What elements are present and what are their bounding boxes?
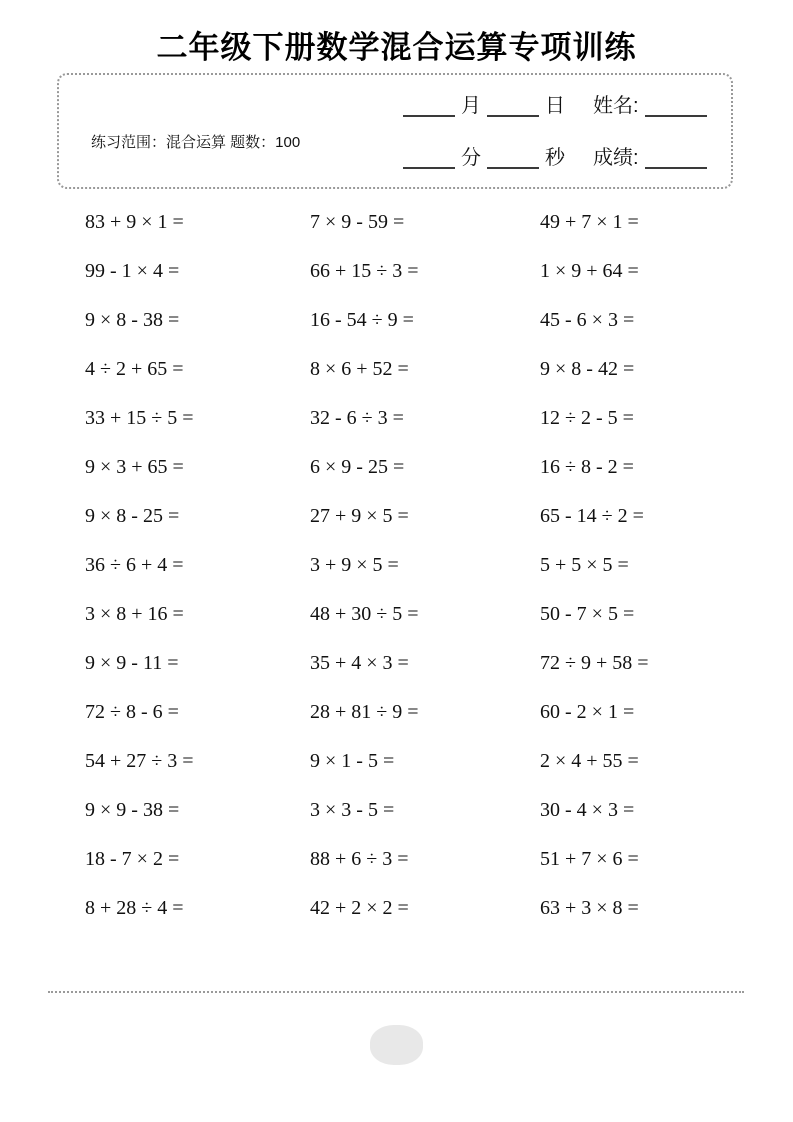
footer-blob [370,1025,423,1065]
time-line [403,143,707,171]
math-problem: 60 - 2 × 1 = [540,701,635,723]
math-problem: 9 × 9 - 11 = [85,652,179,674]
math-problem: 16 - 54 ÷ 9 = [310,309,414,331]
math-problem: 1 × 9 + 64 = [540,260,639,282]
math-problem: 36 ÷ 6 + 4 = [85,554,184,576]
problems-grid [85,198,747,933]
math-problem: 88 + 6 ÷ 3 = [310,848,409,870]
math-problem: 9 × 1 - 5 = [310,750,395,772]
math-problem: 9 × 3 + 65 = [85,456,184,478]
math-problem: 8 + 28 ÷ 4 = [85,897,184,919]
name-label: 姓名: [593,95,639,117]
practice-scope-label: 练习范围：混合运算 题数：100 [91,134,301,151]
math-problem: 4 ÷ 2 + 65 = [85,358,184,380]
month-blank [403,93,455,117]
math-problem: 8 × 6 + 52 = [310,358,409,380]
bottom-dashed-divider [48,991,744,993]
math-problem: 83 + 9 × 1 = [85,211,184,233]
day-blank [487,93,539,117]
info-box [57,73,733,189]
math-problem: 48 + 30 ÷ 5 = [310,603,419,625]
math-problem: 9 × 8 - 42 = [540,358,635,380]
day-label: 日 [545,95,565,117]
math-problem: 99 - 1 × 4 = [85,260,180,282]
score-blank [645,145,707,169]
math-problem: 65 - 14 ÷ 2 = [540,505,644,527]
score-label: 成绩: [593,147,639,169]
month-label: 月 [461,95,481,117]
math-problem: 9 × 9 - 38 = [85,799,180,821]
name-blank [645,93,707,117]
math-problem: 5 + 5 × 5 = [540,554,629,576]
math-problem: 12 ÷ 2 - 5 = [540,407,634,429]
math-problem: 51 + 7 × 6 = [540,848,639,870]
math-problem: 3 × 8 + 16 = [85,603,184,625]
math-problem: 35 + 4 × 3 = [310,652,409,674]
math-problem: 3 × 3 - 5 = [310,799,395,821]
math-problem: 33 + 15 ÷ 5 = [85,407,194,429]
math-problem: 9 × 8 - 25 = [85,505,180,527]
math-problem: 50 - 7 × 5 = [540,603,635,625]
math-problem: 72 ÷ 9 + 58 = [540,652,649,674]
math-problem: 27 + 9 × 5 = [310,505,409,527]
math-problem: 28 + 81 ÷ 9 = [310,701,419,723]
math-problem: 7 × 9 - 59 = [310,211,405,233]
math-problem: 16 ÷ 8 - 2 = [540,456,634,478]
second-label: 秒 [545,147,565,169]
date-line [403,91,707,119]
math-problem: 49 + 7 × 1 = [540,211,639,233]
math-problem: 42 + 2 × 2 = [310,897,409,919]
page-title: 二年级下册数学混合运算专项训练 [156,30,637,65]
second-blank [487,145,539,169]
math-problem: 63 + 3 × 8 = [540,897,639,919]
minute-label: 分 [461,147,481,169]
math-problem: 2 × 4 + 55 = [540,750,639,772]
math-problem: 9 × 8 - 38 = [85,309,180,331]
math-problem: 54 + 27 ÷ 3 = [85,750,194,772]
math-problem: 72 ÷ 8 - 6 = [85,701,179,723]
math-problem: 66 + 15 ÷ 3 = [310,260,419,282]
math-problem: 3 + 9 × 5 = [310,554,399,576]
math-problem: 18 - 7 × 2 = [85,848,180,870]
minute-blank [403,145,455,169]
math-problem: 32 - 6 ÷ 3 = [310,407,404,429]
math-problem: 45 - 6 × 3 = [540,309,635,331]
math-problem: 6 × 9 - 25 = [310,456,405,478]
fill-in-block [403,91,707,171]
math-problem: 30 - 4 × 3 = [540,799,635,821]
